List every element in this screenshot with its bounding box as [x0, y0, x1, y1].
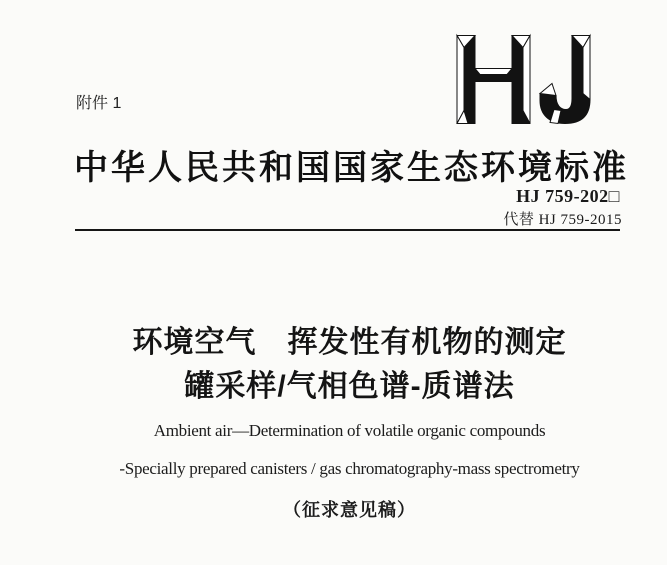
- title-en-line2: -Specially prepared canisters / gas chromatography-mass spectrometry: [119, 459, 580, 478]
- draft-note: （征求意见稿）: [283, 500, 416, 520]
- hj-logo: [455, 33, 592, 127]
- attachment-label: 附件 1: [76, 95, 122, 112]
- replaces-note: 代替 HJ 759-2015: [503, 212, 622, 228]
- title-cn-line2: 罐采样/气相色谱-质谱法: [184, 370, 515, 403]
- title-en-line1: Ambient air—Determination of volatile organic compounds: [153, 421, 546, 440]
- hj-logo-graphic: [455, 33, 592, 127]
- standard-heading: 中华人民共和国国家生态环境标准: [74, 150, 629, 187]
- title-cn-line1: 环境空气 挥发性有机物的测定: [132, 326, 567, 359]
- divider-line: [75, 229, 620, 231]
- standard-number: HJ 759-202□: [516, 186, 620, 206]
